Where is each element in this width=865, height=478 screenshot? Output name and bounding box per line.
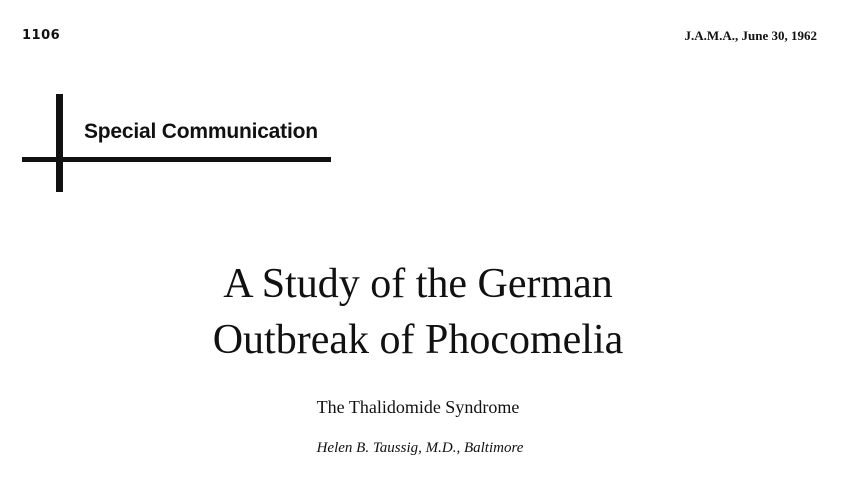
section-rule-vertical: [56, 94, 63, 192]
article-author: Helen B. Taussig, M.D., Baltimore: [316, 440, 524, 456]
page-number: 1106: [22, 28, 61, 43]
article-title-line-2: Outbreak of Phocomelia: [212, 317, 624, 363]
article-title: [0, 256, 836, 368]
journal-reference: J.A.M.A., June 30, 1962: [684, 28, 817, 43]
article-title-line-1: A Study of the German: [223, 261, 613, 307]
article-subtitle: The Thalidomide Syndrome: [316, 397, 520, 417]
section-label: Special Communication: [84, 120, 318, 143]
section-rule-horizontal: [22, 157, 331, 162]
